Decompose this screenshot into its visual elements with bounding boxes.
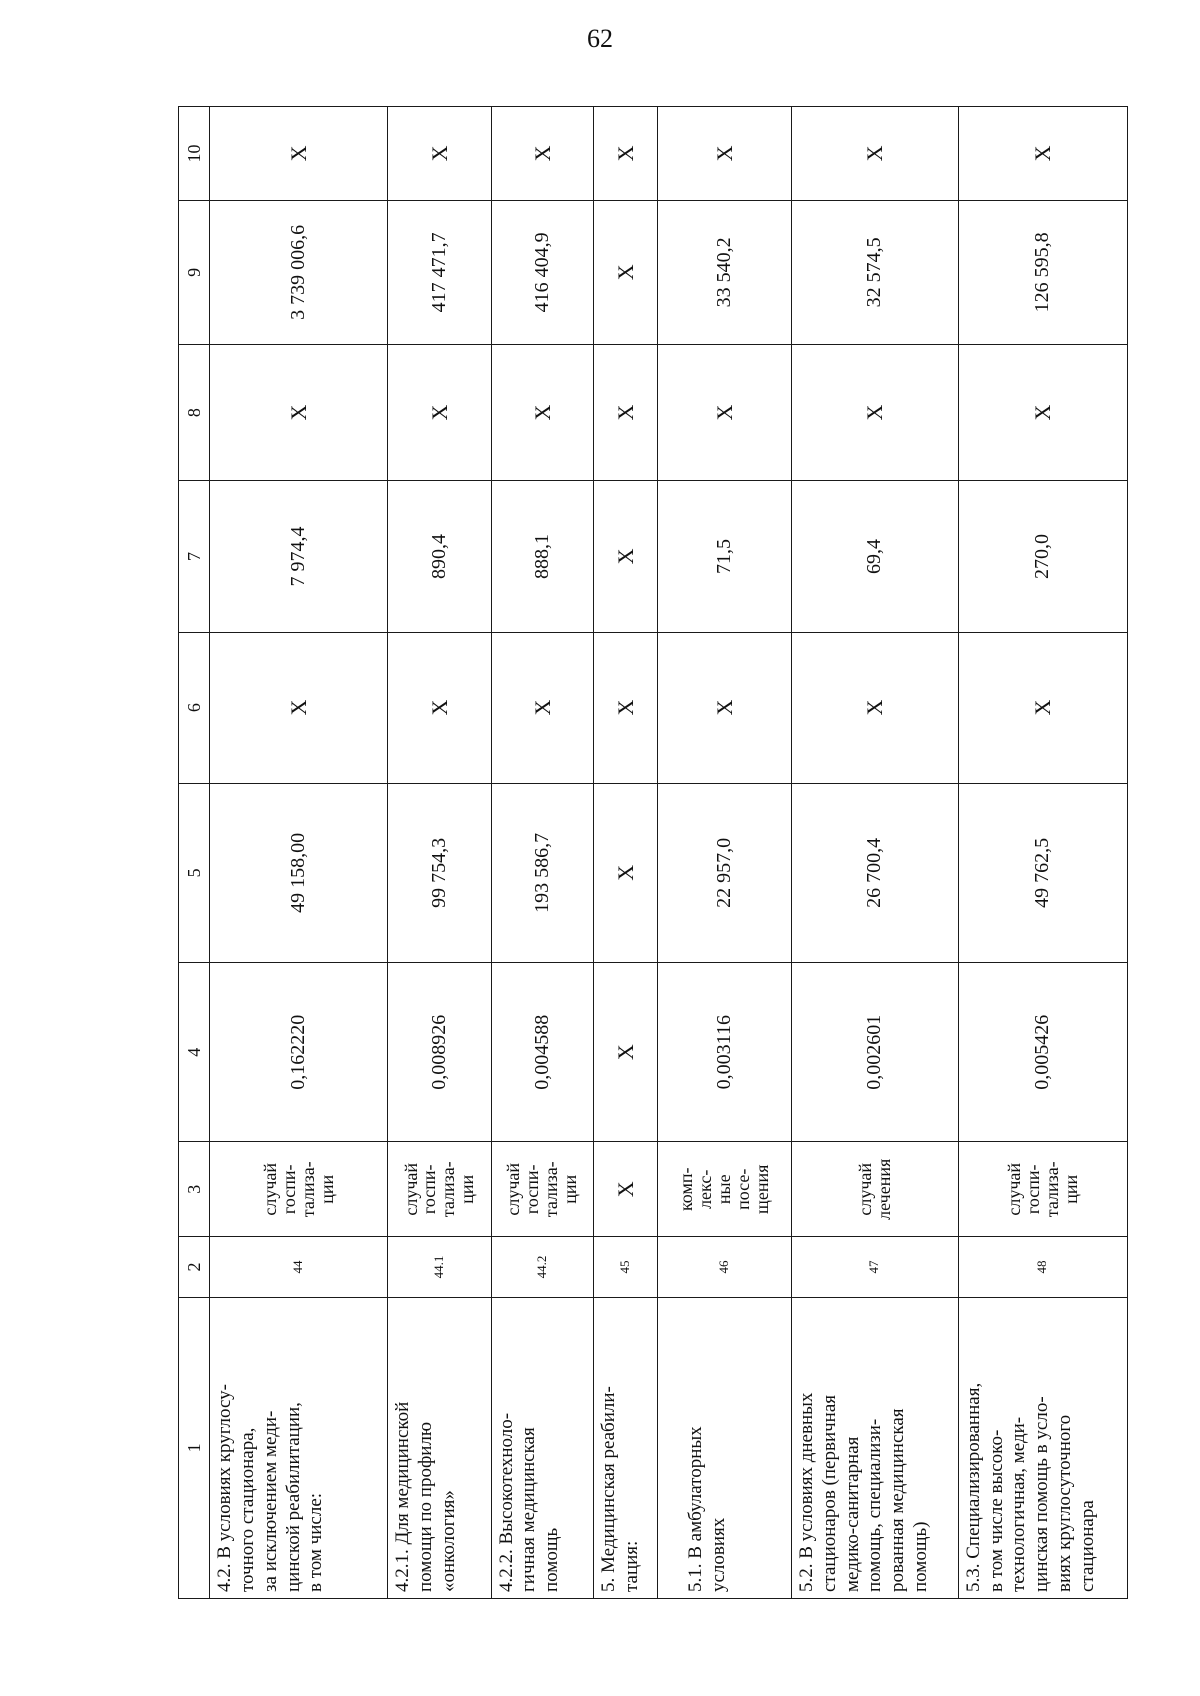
unit-line: тализа- bbox=[297, 1161, 318, 1218]
unit-line: лекс- bbox=[695, 1169, 716, 1209]
name-line: технологичная, меди- bbox=[1008, 1416, 1030, 1592]
row-indicator-name bbox=[210, 1297, 388, 1598]
value-cell-c8: X bbox=[593, 344, 658, 481]
column-number: 6 bbox=[179, 632, 210, 783]
value-cell-c7: 7 974,4 bbox=[210, 481, 388, 632]
unit-of-measure bbox=[388, 1142, 491, 1237]
name-line: помощи по профилю bbox=[414, 1421, 436, 1592]
value-cell-c9: 33 540,2 bbox=[658, 200, 792, 344]
value-cell-c7: 888,1 bbox=[491, 481, 593, 632]
table-row bbox=[593, 107, 658, 1599]
value-cell-c9: X bbox=[593, 200, 658, 344]
table-row bbox=[791, 107, 958, 1599]
value-cell-c8: X bbox=[958, 344, 1127, 481]
unit-line: госпи- bbox=[1023, 1164, 1044, 1215]
unit-line: случай bbox=[855, 1162, 875, 1216]
row-code: 46 bbox=[658, 1237, 792, 1297]
value-cell-c5: 193 586,7 bbox=[491, 783, 593, 962]
name-line: стационара bbox=[1076, 1500, 1098, 1592]
value-cell-c6: X bbox=[791, 632, 958, 783]
value-cell-c10: X bbox=[791, 107, 958, 201]
row-indicator-name bbox=[593, 1297, 658, 1598]
name-line: 5. Медицинская реабили- bbox=[597, 1386, 619, 1592]
value-cell-c4: 0,004588 bbox=[491, 963, 593, 1142]
table-row bbox=[958, 107, 1127, 1599]
row-code: 44 bbox=[210, 1237, 388, 1297]
value-cell-c4: 0,008926 bbox=[388, 963, 491, 1142]
row-code: 45 bbox=[593, 1237, 658, 1297]
value-cell-c9: 3 739 006,6 bbox=[210, 200, 388, 344]
name-line: цинская помощь в усло- bbox=[1031, 1396, 1053, 1592]
unit-line: X bbox=[613, 1181, 639, 1198]
value-cell-c4: 0,003116 bbox=[658, 963, 792, 1142]
column-number: 9 bbox=[179, 200, 210, 344]
unit-of-measure bbox=[658, 1142, 792, 1237]
unit-line: случай bbox=[400, 1162, 421, 1216]
row-code: 44.1 bbox=[388, 1237, 491, 1297]
value-cell-c5: 49 158,00 bbox=[210, 783, 388, 962]
column-number: 1 bbox=[179, 1297, 210, 1598]
unit-line: госпи- bbox=[522, 1164, 543, 1215]
unit-line: госпи- bbox=[419, 1164, 440, 1215]
row-code: 47 bbox=[791, 1237, 958, 1297]
value-cell-c5: 26 700,4 bbox=[791, 783, 958, 962]
table-container bbox=[178, 106, 1128, 1599]
table-row bbox=[658, 107, 792, 1599]
name-line: 4.2. В условиях круглосу- bbox=[214, 1384, 236, 1592]
value-cell-c10: X bbox=[210, 107, 388, 201]
name-line: помощь) bbox=[909, 1521, 931, 1592]
name-line: за исключением меди- bbox=[259, 1410, 281, 1592]
column-number: 7 bbox=[179, 481, 210, 632]
value-cell-c7: 69,4 bbox=[791, 481, 958, 632]
unit-line: тализа- bbox=[541, 1161, 562, 1218]
unit-line: случай bbox=[259, 1162, 280, 1216]
value-cell-c10: X bbox=[593, 107, 658, 201]
name-line: в том числе: bbox=[305, 1492, 327, 1592]
name-line bbox=[662, 1304, 685, 1592]
column-number: 10 bbox=[179, 107, 210, 201]
value-cell-c10: X bbox=[491, 107, 593, 201]
row-indicator-name bbox=[791, 1297, 958, 1598]
unit-line: тализа- bbox=[438, 1161, 459, 1218]
name-line: помощь, специализи- bbox=[864, 1418, 886, 1592]
name-line: медико-санитарная bbox=[841, 1436, 863, 1592]
name-line: помощь bbox=[541, 1527, 563, 1592]
column-number: 3 bbox=[179, 1142, 210, 1237]
unit-of-measure bbox=[210, 1142, 388, 1237]
value-cell-c4: 0,005426 bbox=[958, 963, 1127, 1142]
name-line: 5.2. В условиях дневных bbox=[795, 1392, 817, 1592]
rotated-table-area bbox=[178, 106, 1128, 1599]
value-cell-c5: X bbox=[593, 783, 658, 962]
unit-line: госпи- bbox=[278, 1164, 299, 1215]
value-cell-c6: X bbox=[491, 632, 593, 783]
unit-line: ции bbox=[457, 1174, 478, 1204]
value-cell-c5: 22 957,0 bbox=[658, 783, 792, 962]
value-cell-c8: X bbox=[491, 344, 593, 481]
value-cell-c10: X bbox=[658, 107, 792, 201]
value-cell-c6: X bbox=[593, 632, 658, 783]
name-line: рованная медицинская bbox=[887, 1408, 909, 1592]
name-line: 4.2.1. Для медицинской bbox=[392, 1401, 414, 1592]
unit-of-measure bbox=[593, 1142, 658, 1237]
value-cell-c5: 49 762,5 bbox=[958, 783, 1127, 962]
row-code: 44.2 bbox=[491, 1237, 593, 1297]
value-cell-c10: X bbox=[958, 107, 1127, 201]
column-number: 2 bbox=[179, 1237, 210, 1297]
name-line: 5.3. Специализированная, bbox=[962, 1382, 984, 1592]
value-cell-c8: X bbox=[658, 344, 792, 481]
name-line: «онкология» bbox=[437, 1490, 459, 1592]
value-cell-c4: 0,002601 bbox=[791, 963, 958, 1142]
row-indicator-name bbox=[491, 1297, 593, 1598]
name-line: тация: bbox=[620, 1540, 642, 1592]
unit-line: случай bbox=[503, 1162, 524, 1216]
value-cell-c7: X bbox=[593, 481, 658, 632]
column-number: 8 bbox=[179, 344, 210, 481]
unit-line: щения bbox=[752, 1164, 773, 1214]
column-number: 5 bbox=[179, 783, 210, 962]
name-line: точного стационара, bbox=[236, 1427, 258, 1592]
unit-line: ции bbox=[1060, 1174, 1081, 1204]
name-line: цинской реабилитации, bbox=[282, 1402, 304, 1592]
unit-of-measure bbox=[791, 1142, 958, 1237]
unit-line: ции bbox=[560, 1174, 581, 1204]
row-indicator-name bbox=[958, 1297, 1127, 1598]
column-number: 4 bbox=[179, 963, 210, 1142]
name-line: виях круглосуточного bbox=[1054, 1414, 1076, 1592]
name-line: 5.1. В амбулаторных bbox=[685, 1426, 707, 1592]
value-cell-c4: 0,162220 bbox=[210, 963, 388, 1142]
column-number-row bbox=[179, 107, 210, 1599]
unit-line: ные bbox=[714, 1174, 735, 1205]
value-cell-c8: X bbox=[210, 344, 388, 481]
value-cell-c4: X bbox=[593, 963, 658, 1142]
value-cell-c9: 32 574,5 bbox=[791, 200, 958, 344]
value-cell-c9: 126 595,8 bbox=[958, 200, 1127, 344]
unit-line: случай bbox=[1004, 1162, 1025, 1216]
unit-of-measure bbox=[958, 1142, 1127, 1237]
value-cell-c6: X bbox=[958, 632, 1127, 783]
name-line: 4.2.2. Высокотехноло- bbox=[495, 1412, 517, 1592]
table-row bbox=[491, 107, 593, 1599]
value-cell-c8: X bbox=[388, 344, 491, 481]
value-cell-c7: 71,5 bbox=[658, 481, 792, 632]
value-cell-c6: X bbox=[388, 632, 491, 783]
value-cell-c7: 270,0 bbox=[958, 481, 1127, 632]
value-cell-c9: 417 471,7 bbox=[388, 200, 491, 344]
value-cell-c6: X bbox=[658, 632, 792, 783]
value-cell-c8: X bbox=[791, 344, 958, 481]
unit-line: ции bbox=[316, 1174, 337, 1204]
table-row bbox=[210, 107, 388, 1599]
value-cell-c7: 890,4 bbox=[388, 481, 491, 632]
unit-line: посе- bbox=[733, 1168, 754, 1210]
row-indicator-name bbox=[388, 1297, 491, 1598]
name-line: стационаров (первичная bbox=[818, 1394, 840, 1592]
value-cell-c5: 99 754,3 bbox=[388, 783, 491, 962]
unit-of-measure bbox=[491, 1142, 593, 1237]
value-cell-c9: 416 404,9 bbox=[491, 200, 593, 344]
unit-line: тализа- bbox=[1041, 1161, 1062, 1218]
value-cell-c6: X bbox=[210, 632, 388, 783]
name-line: в том числе высоко- bbox=[985, 1429, 1007, 1592]
data-table bbox=[178, 106, 1128, 1599]
row-indicator-name bbox=[658, 1297, 792, 1598]
unit-line: лечения bbox=[873, 1158, 894, 1220]
value-cell-c10: X bbox=[388, 107, 491, 201]
name-line: условиях bbox=[708, 1517, 730, 1592]
row-code: 48 bbox=[958, 1237, 1127, 1297]
unit-line: комп- bbox=[676, 1167, 697, 1212]
page-number: 62 bbox=[587, 24, 613, 53]
table-row bbox=[388, 107, 491, 1599]
name-line: гичная медицинская bbox=[518, 1427, 540, 1592]
